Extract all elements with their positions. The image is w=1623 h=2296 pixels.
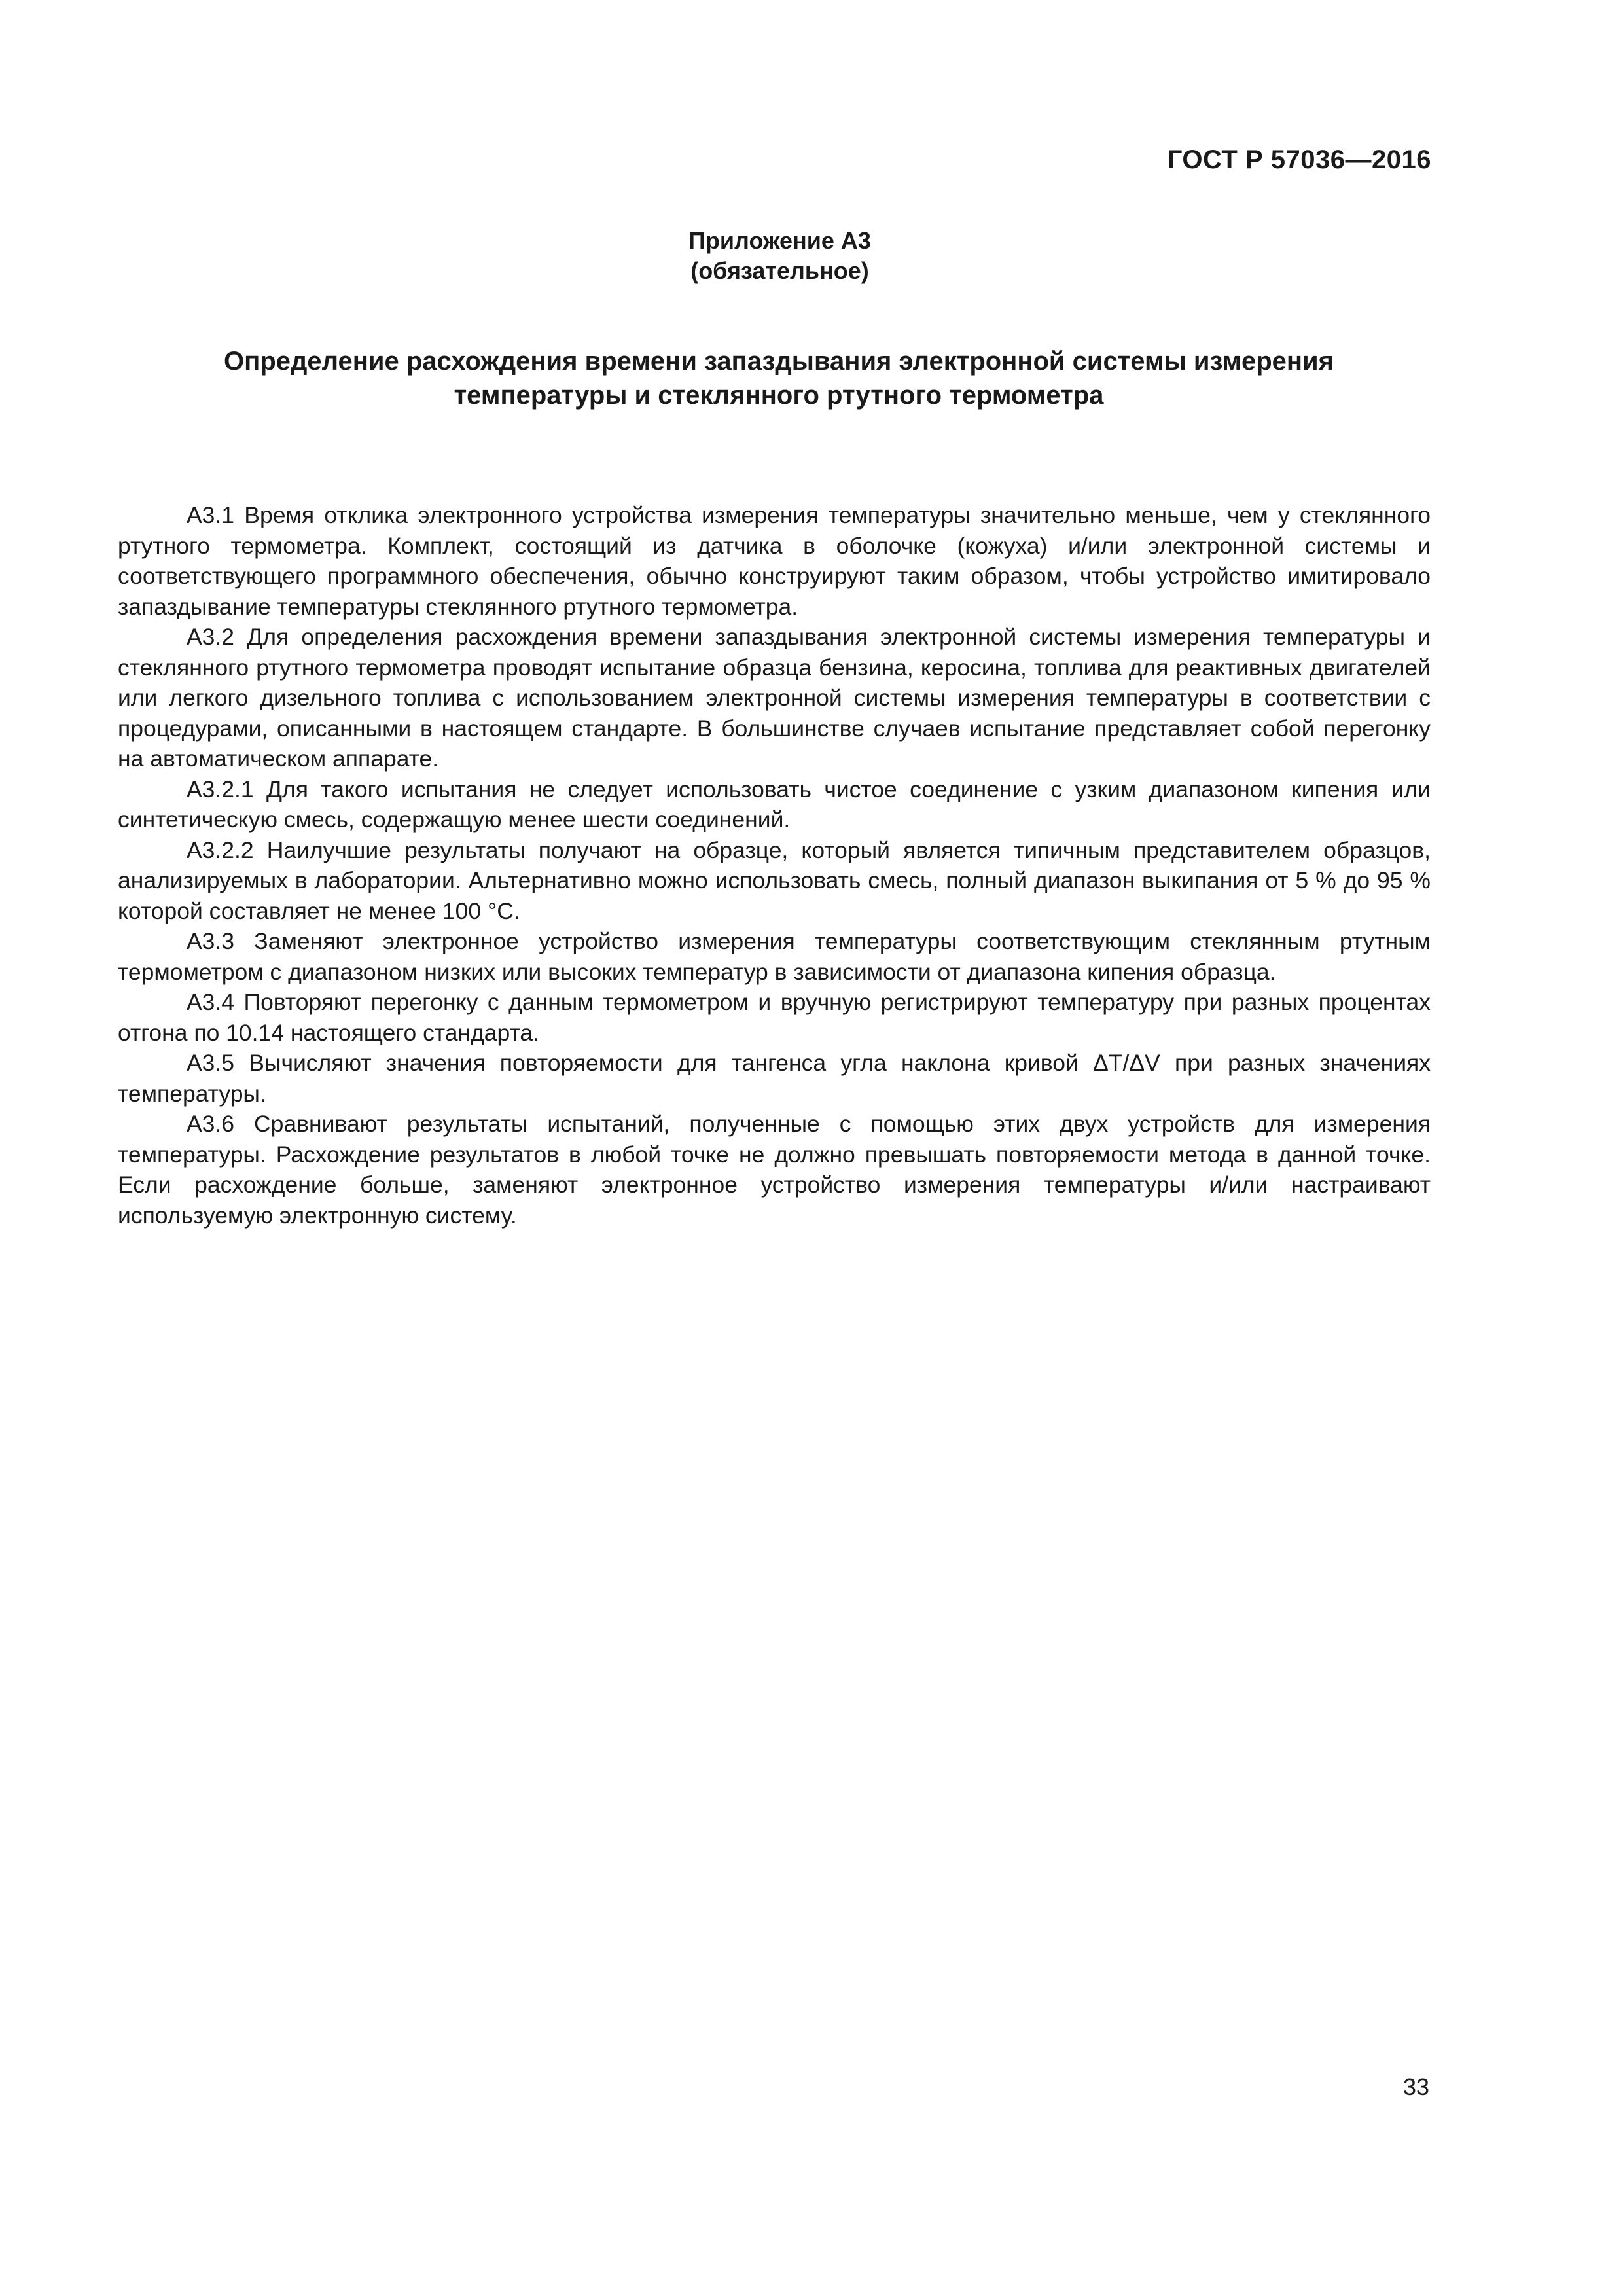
paragraph-a3-2-1: А3.2.1 Для такого испытания не следует использовать чистое соединение с узким диапазоном кипения или синтетическую смесь, содержащую менее шести соединений. <box>118 776 1431 833</box>
section-title-line-2: температуры и стеклянного ртутного термометра <box>454 381 1104 410</box>
document-code: ГОСТ Р 57036—2016 <box>1167 145 1431 174</box>
paragraph-a3-1: А3.1 Время отклика электронного устройства измерения температуры значительно меньше, чем у стеклянного ртутного термометра. Комплект, состоящий из датчика в оболочке (кожуха) и/или электронной системы и соответствующего программного обеспечения, обычно конструируют таким образом, чтобы устройство имитировало запаздывание температуры стеклянного ртутного термометра. <box>118 502 1431 620</box>
body-text <box>118 500 1431 1230</box>
appendix-status: (обязательное) <box>690 257 869 284</box>
appendix-label: Приложение А3 <box>688 227 871 254</box>
appendix-heading <box>0 226 1560 286</box>
paragraph-a3-6: А3.6 Сравнивают результаты испытаний, полученные с помощью этих двух устройств для измерения температуры. Расхождение результатов в любой точке не должно превышать повторяемости метода в данной точке. Если расхождение больше, заменяют электронное устройство измерения температуры и/или настраивают используемую электронную систему. <box>118 1111 1431 1229</box>
paragraph-a3-2-2: А3.2.2 Наилучшие результаты получают на образце, который является типичным представителем образцов, анализируемых в лаборатории. Альтернативно можно использовать смесь, полный диапазон выкипания от 5 % до 95 % которой составляет не менее 100 °С. <box>118 836 1431 924</box>
paragraph-a3-4: А3.4 Повторяют перегонку с данным термометром и вручную регистрируют температуру при разных процентах отгона по 10.14 настоящего стандарта. <box>118 989 1431 1046</box>
paragraph-a3-5: А3.5 Вычисляют значения повторяемости для тангенса угла наклона кривой ΔT/ΔV при разных значениях температуры. <box>118 1050 1431 1107</box>
section-title-line-1: Определение расхождения времени запаздывания электронной системы измерения <box>224 347 1334 376</box>
paragraph-a3-2: А3.2 Для определения расхождения времени запаздывания электронной системы измерения температуры и стеклянного ртутного термометра проводят испытание образца бензина, керосина, топлива для реактивных двигателей или легкого дизельного топлива с использованием электронной системы измерения температуры в соответствии с процедурами, описанными в настоящем стандарте. В большинстве случаев испытание представляет собой перегонку на автоматическом аппарате. <box>118 624 1431 772</box>
page-number: 33 <box>1402 2073 1429 2100</box>
paragraph-a3-3: А3.3 Заменяют электронное устройство измерения температуры соответствующим стеклянным ртутным термометром с диапазоном низких или высоких температур в зависимости от диапазона кипения образца. <box>118 928 1431 985</box>
section-title <box>164 344 1394 412</box>
